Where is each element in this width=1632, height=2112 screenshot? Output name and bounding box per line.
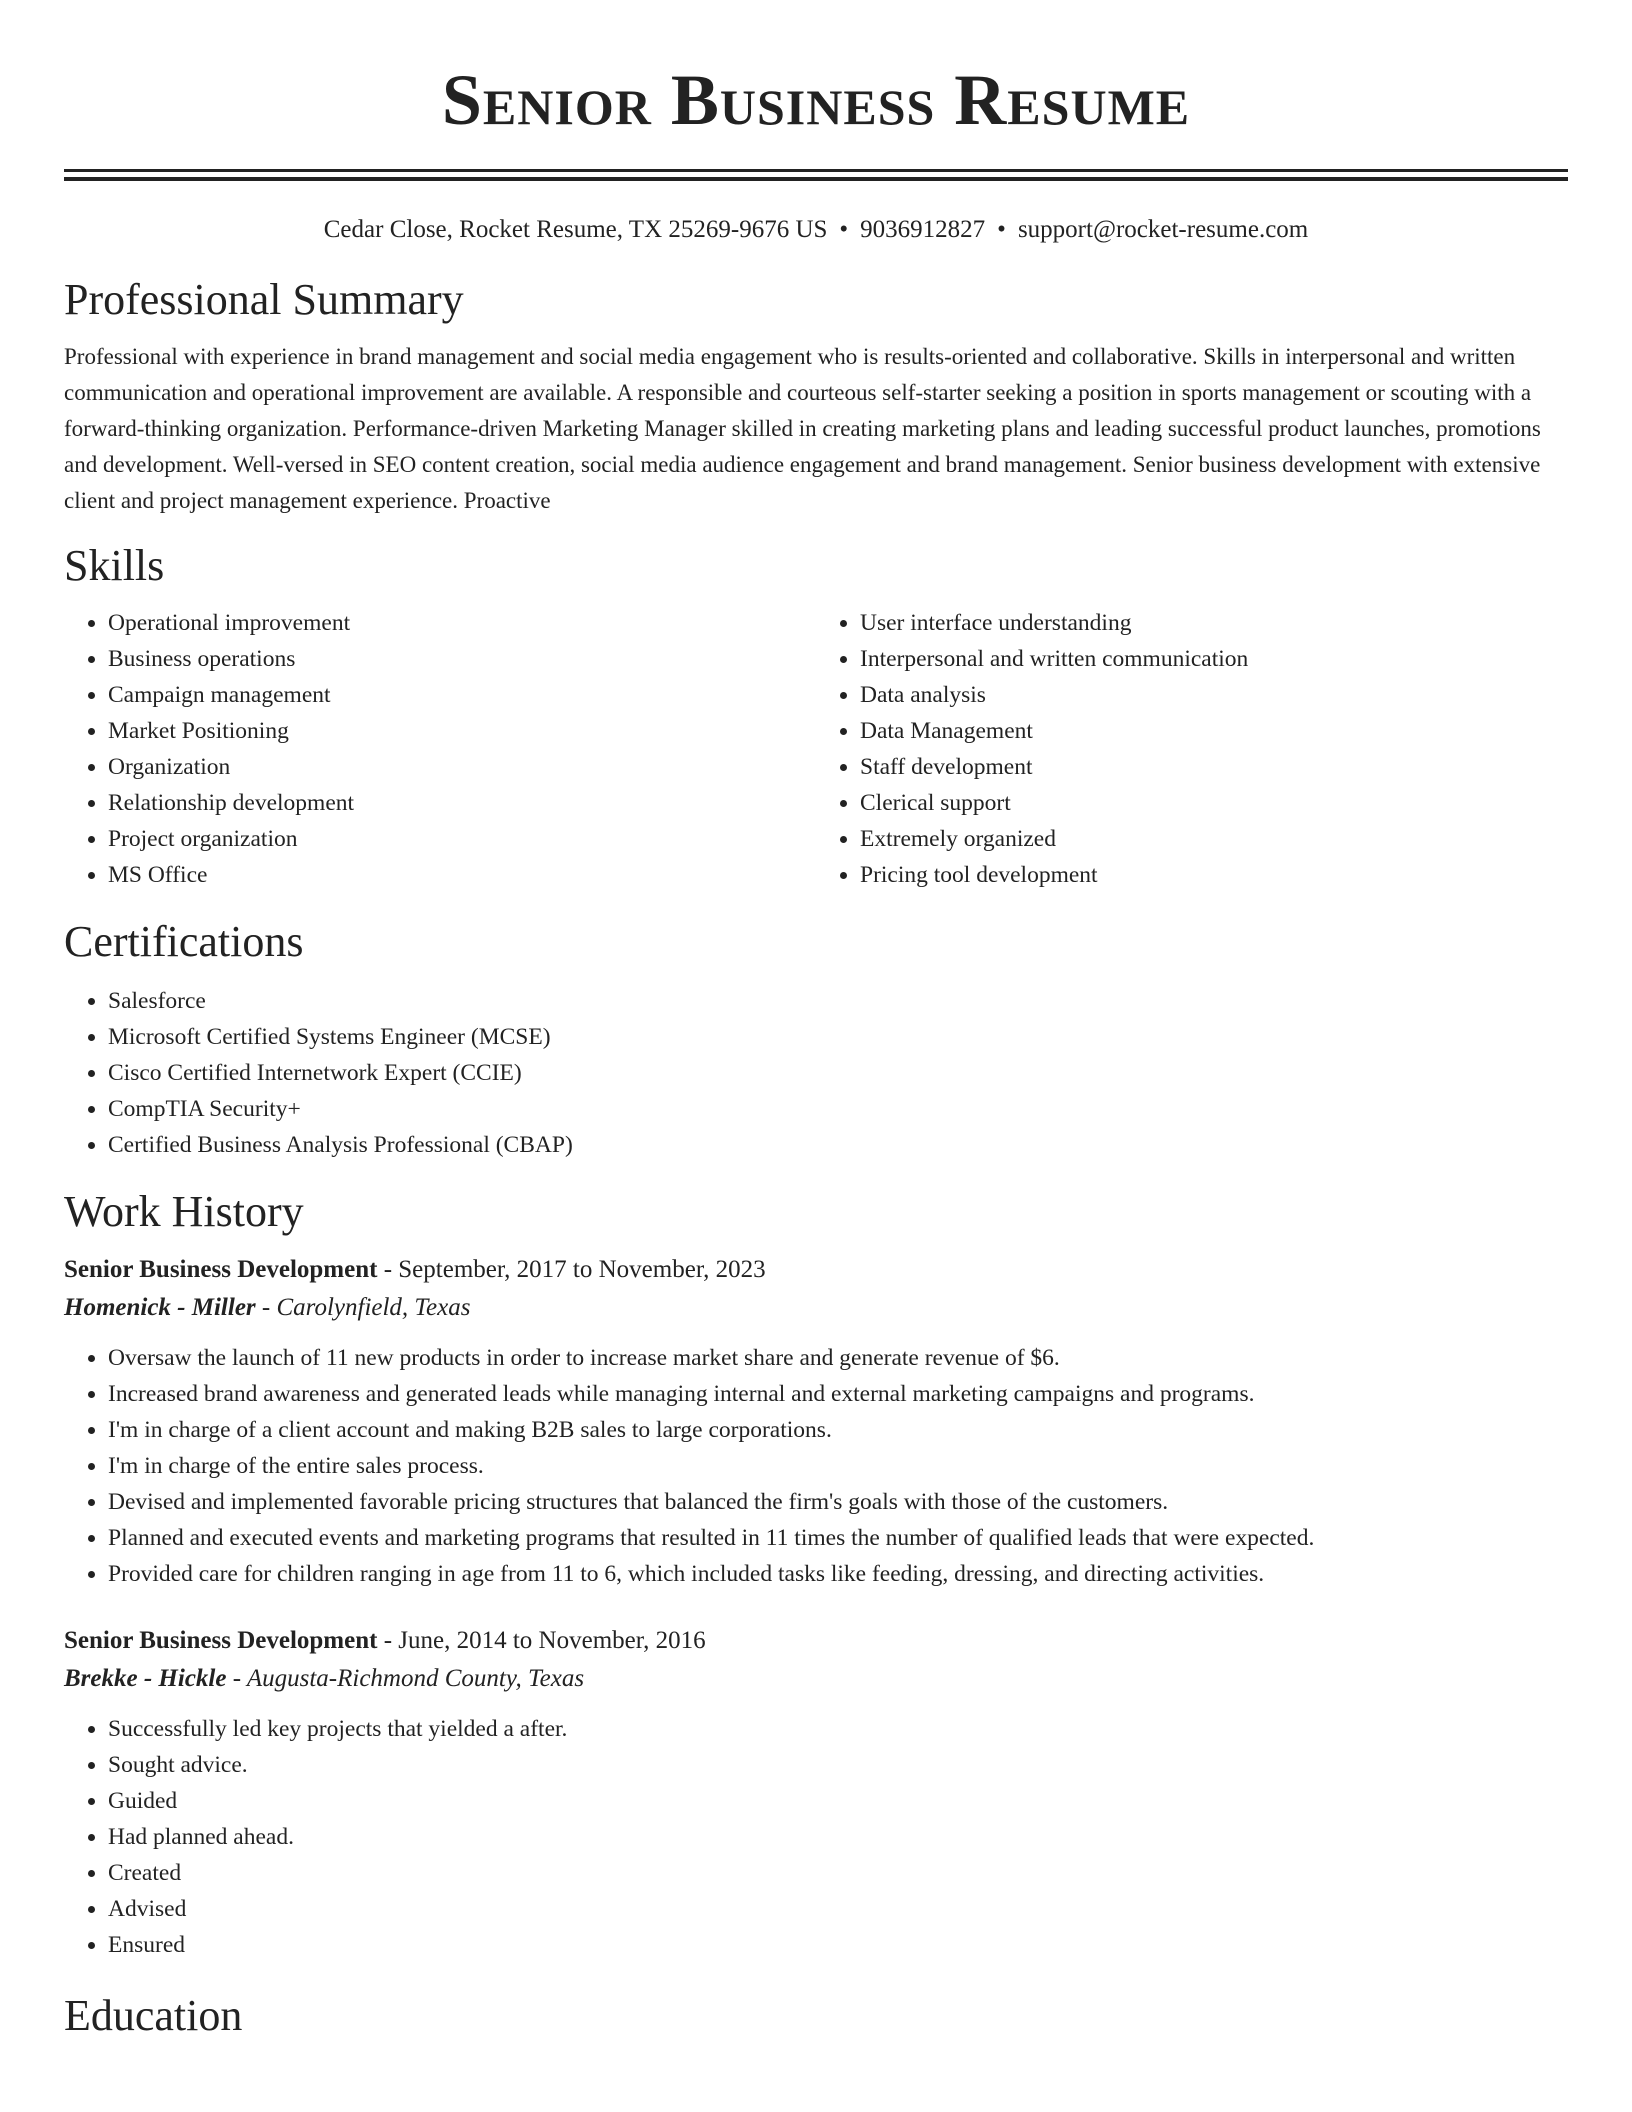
- work-history-heading: Work History: [64, 1187, 304, 1236]
- certification-item: • Certified Business Analysis Professional (CBAP): [108, 1127, 1568, 1163]
- job-role: Senior Business Development: [64, 1627, 378, 1654]
- job-header: [64, 1251, 1568, 1289]
- skill-item: • Operational improvement: [108, 605, 816, 641]
- job-bullet: • Devised and implemented favorable pricing structures that balanced the firm's goals with those of the customers.: [108, 1484, 1568, 1520]
- job-bullets: [64, 1340, 1568, 1592]
- skill-item: • Data analysis: [860, 677, 1568, 713]
- skills-list-left: [64, 605, 816, 893]
- skill-item: • Business operations: [108, 641, 816, 677]
- contact-separator: •: [839, 216, 849, 243]
- skill-item: • Staff development: [860, 749, 1568, 785]
- certification-item: • Cisco Certified Internetwork Expert (CCIE): [108, 1055, 1568, 1091]
- skill-item: • Market Positioning: [108, 713, 816, 749]
- skill-item: • Extremely organized: [860, 821, 1568, 857]
- job-location: - Carolynfield, Texas: [255, 1294, 471, 1321]
- job-bullet: • Provided care for children ranging in age from 11 to 6, which included tasks like feeding, dressing, and directing activities.: [108, 1556, 1568, 1592]
- job-bullet: • I'm in charge of the entire sales process.: [108, 1448, 1568, 1484]
- certification-item: • CompTIA Security+: [108, 1091, 1568, 1127]
- job-bullet: • I'm in charge of a client account and making B2B sales to large corporations.: [108, 1412, 1568, 1448]
- resume-title: Senior Business Resume: [441, 60, 1191, 140]
- certification-item: • Salesforce: [108, 983, 1568, 1019]
- job-bullets: [64, 1711, 1568, 1963]
- certifications-heading: Certifications: [64, 917, 304, 966]
- job-bullet: • Sought advice.: [108, 1747, 1568, 1783]
- skills-columns: [64, 605, 1568, 893]
- skill-item: • Pricing tool development: [860, 857, 1568, 893]
- contact-line: [64, 213, 1568, 247]
- job-bullet: • Successfully led key projects that yielded a after.: [108, 1711, 1568, 1747]
- job-dates: - September, 2017 to November, 2023: [377, 1256, 766, 1283]
- contact-phone: 9036912827: [860, 216, 986, 243]
- job-company: Homenick - Miller: [64, 1294, 256, 1321]
- job-dates: - June, 2014 to November, 2016: [377, 1627, 706, 1654]
- education-heading: Education: [64, 1991, 243, 2040]
- skills-heading: Skills: [64, 541, 165, 590]
- job-entry: [64, 1251, 1568, 1592]
- skill-item: • Clerical support: [860, 785, 1568, 821]
- skill-item: • MS Office: [108, 857, 816, 893]
- job-bullet: • Created: [108, 1855, 1568, 1891]
- contact-address: Cedar Close, Rocket Resume, TX 25269-9676 US: [323, 216, 828, 243]
- skill-item: • Campaign management: [108, 677, 816, 713]
- summary-heading: Professional Summary: [64, 275, 464, 324]
- skills-list-right: [816, 605, 1568, 893]
- job-bullet: • Ensured: [108, 1927, 1568, 1963]
- contact-separator: •: [997, 216, 1006, 243]
- job-bullet: • Advised: [108, 1891, 1568, 1927]
- contact-email: support@rocket-resume.com: [1017, 216, 1309, 243]
- certification-item: • Microsoft Certified Systems Engineer (MCSE): [108, 1019, 1568, 1055]
- skill-item: • Data Management: [860, 713, 1568, 749]
- job-bullet: • Had planned ahead.: [108, 1819, 1568, 1855]
- job-header: [64, 1622, 1568, 1660]
- resume-page: [64, 0, 1568, 2043]
- job-entry: [64, 1622, 1568, 1963]
- skill-item: • User interface understanding: [860, 605, 1568, 641]
- skill-item: • Organization: [108, 749, 816, 785]
- summary-text: Professional with experience in brand management and social media engagement who is results-oriented and collaborative. Skills in interpersonal and written communication and operational improvement are available. A responsible and courteous self-starter seeking a position in sports management or scouting with a forward-thinking organization. Performance-driven Marketing Manager skilled in creating marketing plans and leading successful product launches, promotions and development. Well-versed in SEO content creation, social media audience engagement and brand management. Senior business development with extensive client and project management experience. Proactive: [64, 344, 1541, 513]
- job-bullet: • Oversaw the launch of 11 new products in order to increase market share and generate revenue of $6.: [108, 1340, 1568, 1376]
- title-divider-bottom: [64, 177, 1568, 181]
- job-company-line: [64, 1289, 1568, 1327]
- certifications-list: [64, 983, 1568, 1163]
- job-role: Senior Business Development: [64, 1256, 378, 1283]
- job-bullet: • Planned and executed events and marketing programs that resulted in 11 times the number of qualified leads that were expected.: [108, 1520, 1568, 1556]
- job-company-line: [64, 1660, 1568, 1698]
- skill-item: • Relationship development: [108, 785, 816, 821]
- title-divider-top: [64, 169, 1568, 172]
- job-bullet: • Increased brand awareness and generated leads while managing internal and external marketing campaigns and programs.: [108, 1376, 1568, 1412]
- job-bullet: • Guided: [108, 1783, 1568, 1819]
- skill-item: • Interpersonal and written communication: [860, 641, 1568, 677]
- job-location: - Augusta-Richmond County, Texas: [226, 1665, 585, 1692]
- skill-item: • Project organization: [108, 821, 816, 857]
- job-company: Brekke - Hickle: [64, 1665, 227, 1692]
